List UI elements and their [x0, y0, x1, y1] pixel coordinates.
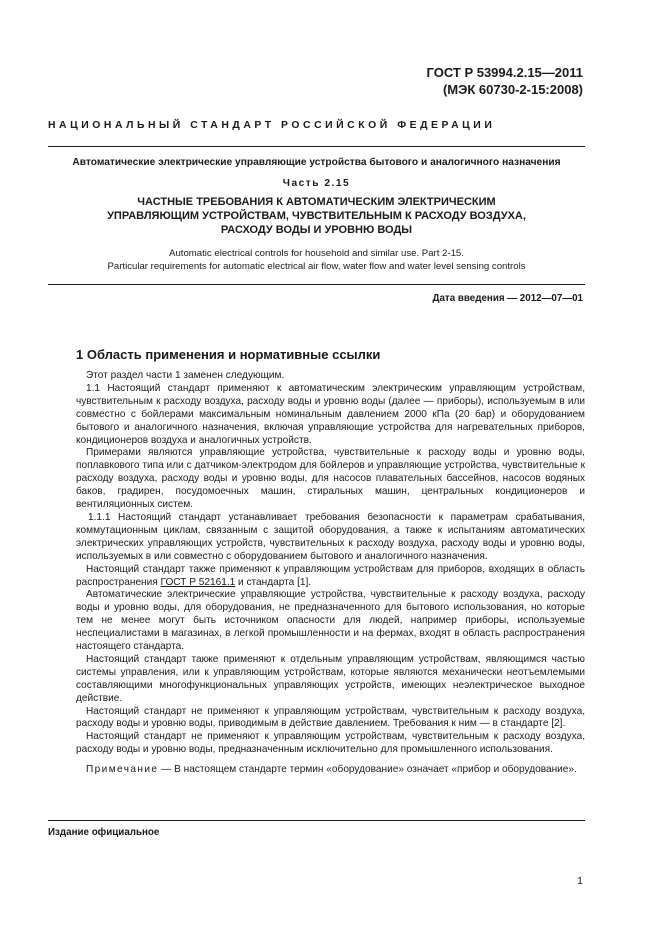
- paragraph: Настоящий стандарт не применяют к управляющим устройствам, чувствительным к расходу воздуха, расходу воды и уровню воды, приводимым в действие давлением. Требования к ним — в стандарте [2].: [76, 705, 585, 730]
- note: [76, 764, 585, 777]
- part-label: Часть 2.15: [282, 178, 351, 189]
- footer-divider: [48, 820, 585, 821]
- paragraph: 1.1.1 Настоящий стандарт устанавливает требования безопасности к параметрам срабатывания, коммутационным циклам, связанным с защитой оборудования, а также к испытаниям автоматических электрических управляющих устройств, чувствительных к расходу воздуха, расходу воды и уровню воды, используемых в или совместно с оборудованием бытового и аналогичного назначения.: [76, 511, 585, 562]
- iec-number: (МЭК 60730-2-15:2008): [442, 82, 583, 97]
- paragraph-text: и стандарта [1].: [235, 576, 312, 588]
- paragraph: Настоящий стандарт не применяют к управляющим устройствам, чувствительным к расходу воздуха, расходу воды и уровню воды, предназначенным исключительно для промышленного использования.: [76, 731, 585, 756]
- paragraph: 1.1 Настоящий стандарт применяют к автоматическим электрическим управляющим устройствам, чувствительным к расходу воздуха, расходу воды и уровню воды (далее — приборы), используемым в или совместно с бойлерами максимальным номинальным давлением 2000 кПа (20 бар) и оборудованием бытового и аналогичного назначения, включая управляющие устройства для нагревательных приборов, кондиционеров воздуха и аналогичных устройств.: [76, 382, 585, 446]
- english-title-line: Particular requirements for automatic electrical air flow, water flow and water level sensing controls: [107, 260, 526, 272]
- english-title-line: Automatic electrical controls for household and similar use. Part 2-15.: [169, 248, 464, 259]
- paragraph: [76, 564, 585, 590]
- national-standard-banner: НАЦИОНАЛЬНЫЙ СТАНДАРТ РОССИЙСКОЙ ФЕДЕРАЦИИ: [48, 120, 496, 131]
- english-title: [48, 248, 585, 273]
- specific-title-line: ЧАСТНЫЕ ТРЕБОВАНИЯ К АВТОМАТИЧЕСКИМ ЭЛЕКТРИЧЕСКИМ: [137, 196, 496, 208]
- general-title: Автоматические электрические управляющие устройства бытового и аналогичного назначения: [72, 157, 561, 168]
- document-number-block: [427, 64, 583, 98]
- standard-reference-link[interactable]: ГОСТ Р 52161.1: [160, 576, 236, 588]
- paragraph: Примерами являются управляющие устройства, чувствительные к расходу воды и уровню воды, поплавкового типа или с датчиком-электродом для бойлеров и управляющие устройства, чувствительные к расходу воздуха, расходу воды и уровню воды, для насосов плавательных бассейнов, насосов водяных баков, градирен, посудомоечных машин, стиральных машин, центральных кондиционеров и вентиляционных систем.: [76, 447, 585, 511]
- paragraph-text: Настоящий стандарт также применяют к управляющим устройствам для приборов, входящих в область распространения: [76, 563, 585, 588]
- specific-title: [48, 195, 585, 237]
- note-label: Примечание: [86, 764, 159, 776]
- edition-label: Издание официальное: [48, 827, 160, 838]
- paragraph: Настоящий стандарт также применяют к отдельным управляющим устройствам, являющимся частью системы управления, или к управляющим устройствам, которые являются механически неотъемлемыми составляющими многофункциональных управляющих устройств, имеющих неэлектрическое выходное действие.: [76, 653, 585, 704]
- paragraph: Автоматические электрические управляющие устройства, чувствительные к расходу воздуха, расходу воды и уровню воды, для оборудования, не предназначенного для бытового использования, но которые тем не менее могут быть источником опасности для людей, например приборы, используемые неспециалистами в магазинах, в легкой промышленности и на фермах, входят в область распространения настоящего стандарта.: [76, 589, 585, 653]
- paragraph: Этот раздел части 1 заменен следующим.: [86, 370, 285, 381]
- page-number: 1: [577, 875, 583, 887]
- title-divider: [48, 284, 585, 285]
- gost-number: ГОСТ Р 53994.2.15—2011: [426, 65, 583, 80]
- specific-title-line: УПРАВЛЯЮЩИМ УСТРОЙСТВАМ, ЧУВСТВИТЕЛЬНЫМ К РАСХОДУ ВОЗДУХА,: [107, 210, 526, 222]
- note-text: — В настоящем стандарте термин «оборудование» означает «прибор и оборудование».: [158, 764, 577, 776]
- top-divider: [48, 146, 585, 147]
- body-text: [76, 370, 585, 777]
- introduction-date: Дата введения — 2012—07—01: [432, 293, 583, 304]
- specific-title-line: РАСХОДУ ВОДЫ И УРОВНЮ ВОДЫ: [220, 224, 413, 236]
- section-heading: 1 Область применения и нормативные ссылки: [76, 347, 381, 362]
